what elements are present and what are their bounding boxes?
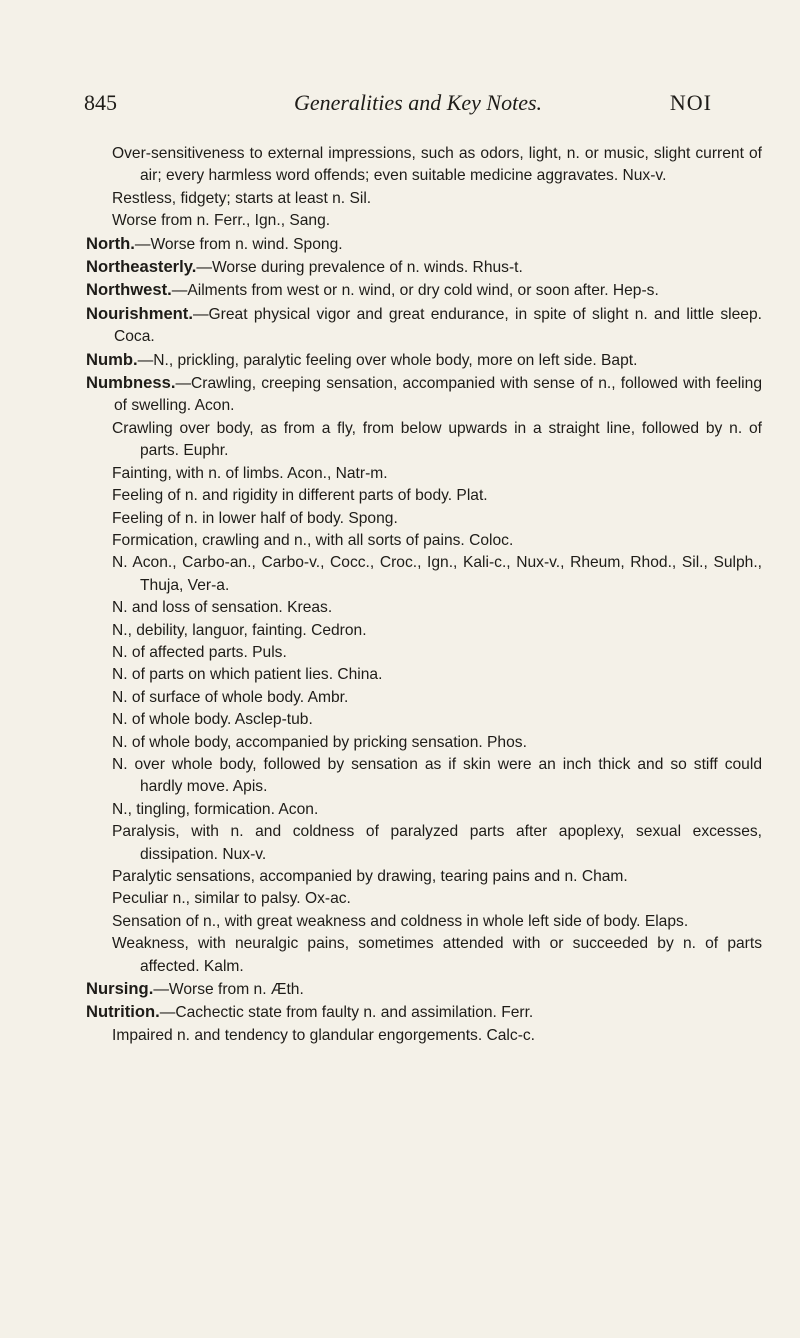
index-subentry xyxy=(86,866,762,888)
index-subentry xyxy=(86,821,762,866)
entry-text: Sensation of n., with great weakness and coldness in whole left side of body. Elaps. xyxy=(112,912,689,930)
entry-text: N. of affected parts. Puls. xyxy=(112,643,287,661)
entry-heading: Numb. xyxy=(86,349,138,369)
entry-text: —Ailments from west or n. wind, or dry cold wind, or soon after. Hep-s. xyxy=(171,282,659,300)
entry-text: N. Acon., Carbo-an., Carbo-v., Cocc., Croc., Ign., Kali-c., Nux-v., Rheum, Rhod., Sil., Sulph., Thuja, Ver-a. xyxy=(112,554,762,594)
entry-heading: Northeasterly. xyxy=(86,257,197,277)
entry-text: —N., prickling, paralytic feeling over whole body, more on left side. Bapt. xyxy=(137,351,638,369)
entry-text: —Worse during prevalence of n. winds. Rhus-t. xyxy=(196,259,523,277)
index-entry xyxy=(86,303,762,349)
index-entry xyxy=(86,279,762,302)
index-subentry xyxy=(86,418,762,463)
index-subentry xyxy=(86,642,762,664)
entry-text: Peculiar n., similar to palsy. Ox-ac. xyxy=(112,890,351,908)
entry-text: —Worse from n. wind. Spong. xyxy=(134,235,343,253)
section-signature: NOI xyxy=(669,90,712,115)
index-subentry xyxy=(86,597,762,619)
entry-heading: Numbness. xyxy=(86,373,176,393)
index-entry xyxy=(86,256,762,279)
index-entry xyxy=(86,978,762,1001)
entry-text: Formication, crawling and n., with all sorts of pains. Coloc. xyxy=(112,531,514,549)
entry-text: N. of parts on which patient lies. China. xyxy=(112,666,383,684)
index-subentry xyxy=(86,709,762,731)
entry-text: Weakness, with neuralgic pains, sometimes attended with or succeeded by n. of parts affected. Kalm. xyxy=(112,935,762,975)
index-subentry xyxy=(86,888,762,910)
index-subentry xyxy=(86,552,762,597)
entry-text: Paralysis, with n. and coldness of paralyzed parts after apoplexy, sexual excesses, dissipation. Nux-v. xyxy=(112,823,762,863)
entry-text: Paralytic sensations, accompanied by drawing, tearing pains and n. Cham. xyxy=(112,868,628,885)
index-subentry xyxy=(86,911,762,933)
page-number: 845 xyxy=(84,90,117,115)
entry-heading: Nourishment. xyxy=(86,303,193,323)
entry-text: Restless, fidgety; starts at least n. Sil. xyxy=(112,189,372,207)
running-head xyxy=(84,90,712,120)
page-body xyxy=(86,143,762,1047)
index-subentry xyxy=(86,732,762,754)
entry-heading: North. xyxy=(86,233,135,253)
entry-text: —Cachectic state from faulty n. and assimilation. Ferr. xyxy=(159,1004,534,1022)
index-subentry xyxy=(86,210,762,232)
index-entry xyxy=(86,1001,762,1024)
entry-text: Impaired n. and tendency to glandular engorgements. Calc-c. xyxy=(112,1026,536,1044)
entry-text: N., tingling, formication. Acon. xyxy=(112,800,319,818)
entry-heading: Nursing. xyxy=(86,979,154,999)
index-subentry xyxy=(86,664,762,686)
index-subentry xyxy=(86,508,762,530)
entry-heading: Northwest. xyxy=(86,280,172,300)
entry-text: Fainting, with n. of limbs. Acon., Natr-m. xyxy=(112,464,388,482)
entry-text: N. and loss of sensation. Kreas. xyxy=(112,599,333,617)
entry-text: —Crawling, creeping sensation, accompanied with sense of n., followed with feeling of swelling. Acon. xyxy=(114,375,762,415)
entry-text: Crawling over body, as from a fly, from below upwards in a straight line, followed by n. of parts. Euphr. xyxy=(112,419,762,460)
index-subentry xyxy=(86,463,762,485)
index-subentry xyxy=(86,143,762,188)
entry-text: Worse from n. Ferr., Ign., Sang. xyxy=(112,212,331,230)
entry-text: Feeling of n. in lower half of body. Spong. xyxy=(112,509,398,527)
entry-text: N., debility, languor, fainting. Cedron. xyxy=(112,621,367,639)
index-subentry xyxy=(86,687,762,709)
index-entry xyxy=(86,349,762,372)
index-subentry xyxy=(86,1025,762,1047)
entry-text: Over-sensitiveness to external impressions, such as odors, light, n. or music, slight current of air; every harmless word offends; even suitable medicine aggravates. Nux-v. xyxy=(112,145,762,185)
entry-text: —Worse from n. Æth. xyxy=(153,981,304,999)
index-subentry xyxy=(86,933,762,978)
entry-text: —Great physical vigor and great endurance, in spite of slight n. and little sleep. Coca. xyxy=(114,305,762,346)
running-title: Generalities and Key Notes. xyxy=(293,90,543,115)
entry-heading: Nutrition. xyxy=(86,1002,160,1022)
index-subentry xyxy=(86,754,762,799)
index-entry xyxy=(86,372,762,418)
index-subentry xyxy=(86,620,762,642)
entry-text: N. over whole body, followed by sensation as if skin were an inch thick and so stiff could hardly move. Apis. xyxy=(112,755,762,796)
entry-text: N. of whole body, accompanied by pricking sensation. Phos. xyxy=(112,733,527,751)
entry-text: Feeling of n. and rigidity in different parts of body. Plat. xyxy=(112,487,488,505)
index-subentry xyxy=(86,188,762,210)
index-subentry xyxy=(86,485,762,507)
entry-text: N. of surface of whole body. Ambr. xyxy=(112,688,349,706)
entry-text: N. of whole body. Asclep-tub. xyxy=(112,711,313,729)
index-subentry xyxy=(86,799,762,821)
index-entry xyxy=(86,233,762,256)
index-subentry xyxy=(86,530,762,552)
